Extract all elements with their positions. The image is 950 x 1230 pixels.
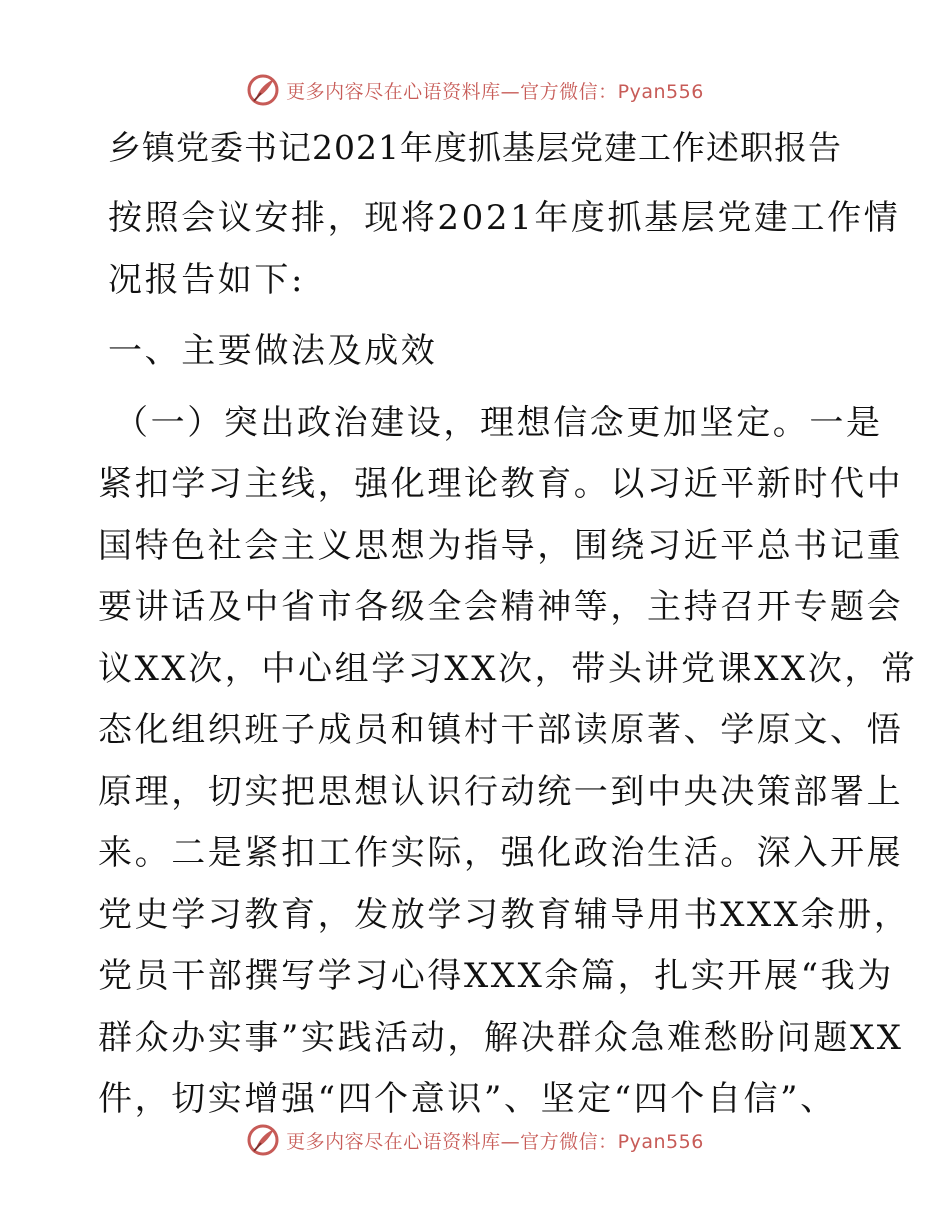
feather-logo-icon bbox=[246, 1123, 280, 1157]
header-watermark bbox=[0, 70, 950, 110]
text-line: 议XX次，中心组学习XX次，带头讲党课XX次，常 bbox=[98, 648, 918, 689]
text-line: 群众办实事”实践活动，解决群众急难愁盼问题XX bbox=[98, 1017, 904, 1058]
text-line: 紧扣学习主线，强化理论教育。以习近平新时代中 bbox=[98, 464, 904, 504]
text-line: 原理，切实把思想认识行动统一到中央决策部署上 bbox=[98, 771, 904, 812]
text-line: 党史学习教育，发放学习教育辅导用书XXX余册， bbox=[98, 894, 911, 935]
text-line: 要讲话及中省市各级全会精神等，主持召开专题会 bbox=[98, 587, 904, 627]
watermark-text: 更多内容尽在心语资料库—官方微信：Pyan556 bbox=[286, 80, 704, 103]
section-heading: 一、主要做法及成效 bbox=[108, 331, 438, 371]
text-line: 按照会议安排，现将2021年度抓基层党建工作情 bbox=[108, 198, 901, 238]
text-line: 国特色社会主义思想为指导，围绕习近平总书记重 bbox=[98, 525, 904, 566]
text-line: （一）突出政治建设，理想信念更加坚定。一是 bbox=[114, 402, 883, 443]
feather-logo-icon bbox=[246, 73, 280, 107]
body-paragraph bbox=[98, 393, 918, 1131]
intro-paragraph bbox=[98, 188, 901, 311]
text-line: 党员干部撰写学习心得XXX余篇，扎实开展“我为 bbox=[98, 956, 894, 996]
text-line: 况报告如下: bbox=[108, 259, 306, 300]
watermark-text: 更多内容尽在心语资料库—官方微信：Pyan556 bbox=[286, 1130, 704, 1153]
text-line: 态化组织班子成员和镇村干部读原著、学原文、悟 bbox=[98, 710, 904, 750]
text-line: 来。二是紧扣工作实际，强化政治生活。深入开展 bbox=[98, 833, 904, 873]
document-body bbox=[98, 118, 918, 1131]
footer-watermark bbox=[0, 1120, 950, 1160]
document-title: 乡镇党委书记2021年度抓基层党建工作述职报告 bbox=[108, 128, 842, 167]
text-line: 件，切实增强“四个意识”、坚定“四个自信”、 bbox=[98, 1079, 837, 1119]
